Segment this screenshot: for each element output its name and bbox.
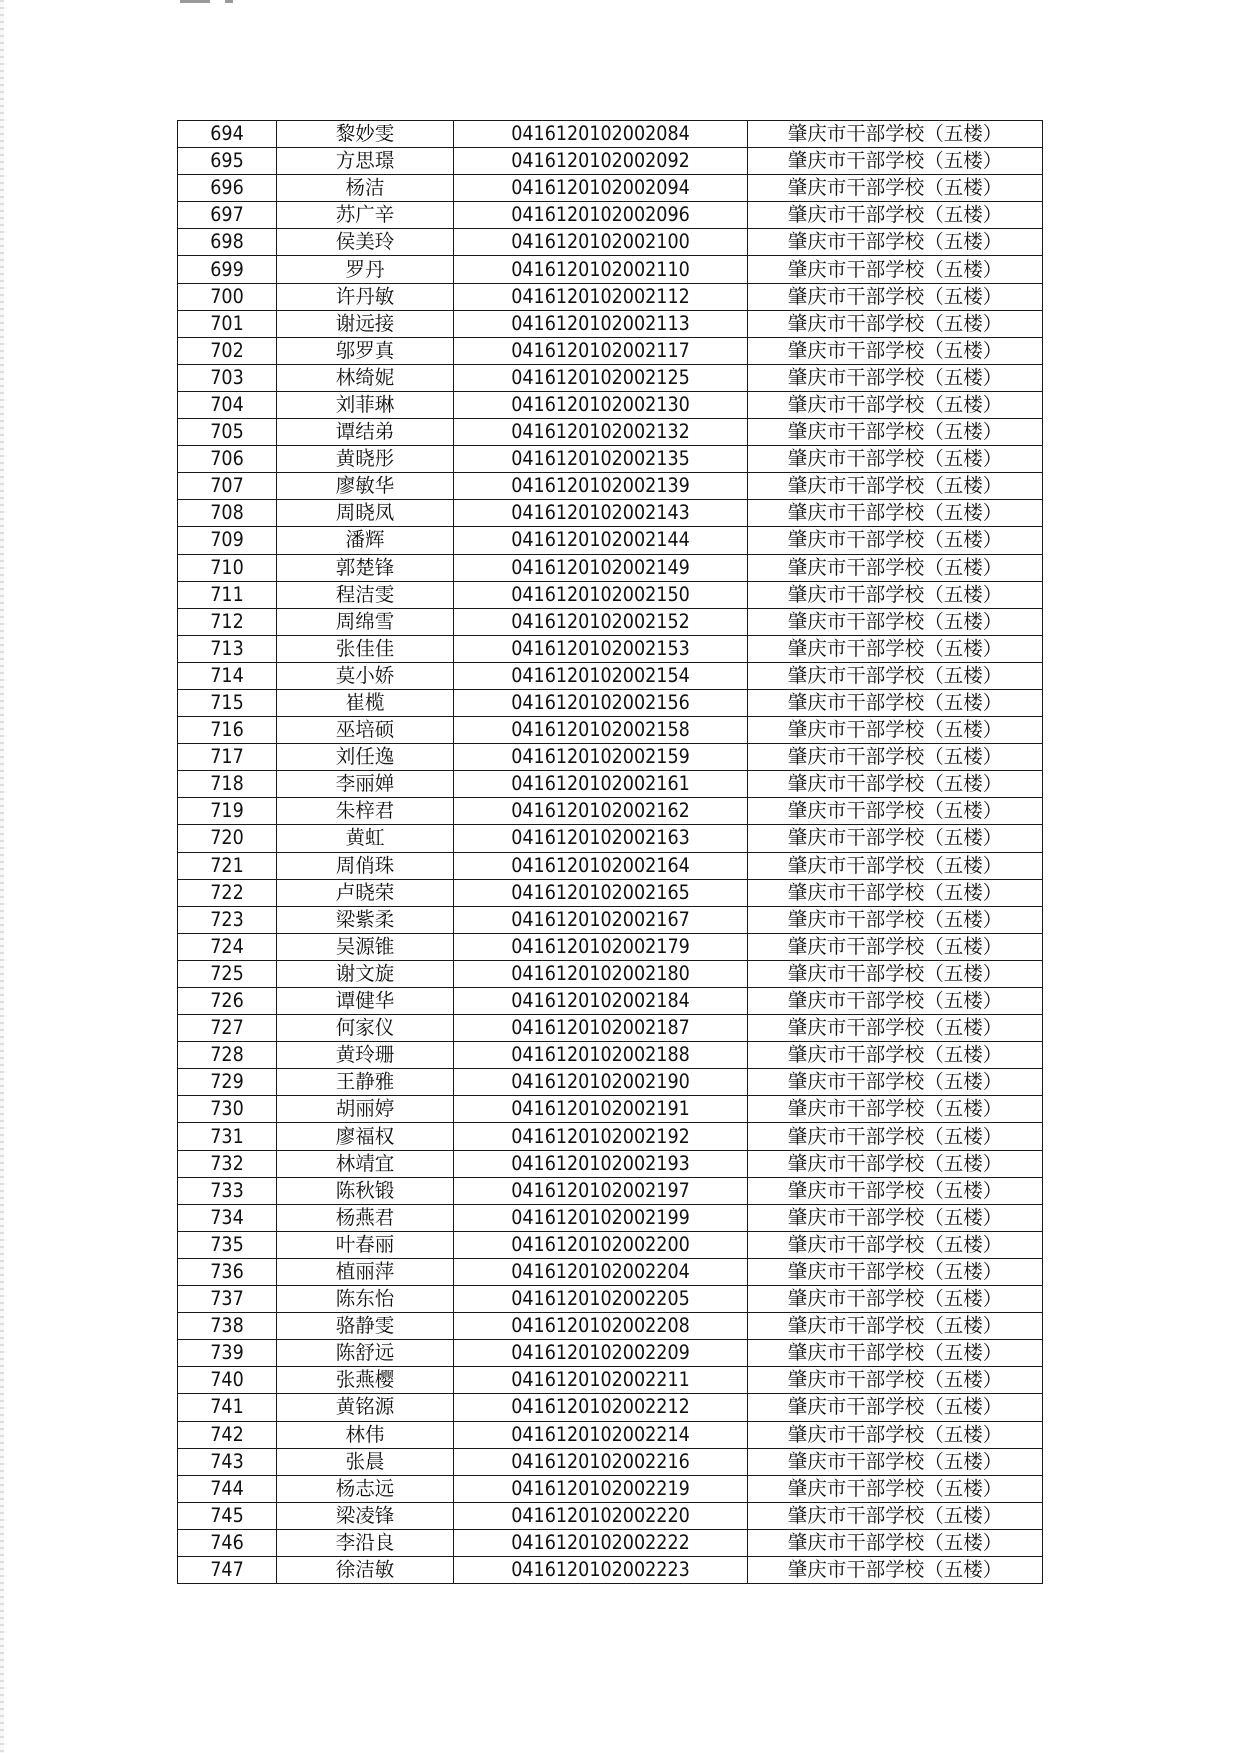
admission-ticket-number-cell: 0416120102002199 <box>454 1204 748 1231</box>
exam-site-cell: 肇庆市干部学校（五楼） <box>748 1502 1043 1529</box>
candidate-name-cell: 侯美玲 <box>277 229 454 256</box>
admission-ticket-number-cell: 0416120102002165 <box>454 879 748 906</box>
admission-ticket-number-cell: 0416120102002113 <box>454 310 748 337</box>
admission-ticket-number-cell: 0416120102002209 <box>454 1340 748 1367</box>
seat-number-cell: 718 <box>178 771 277 798</box>
candidate-name-cell: 苏广辛 <box>277 202 454 229</box>
table-row <box>178 446 1043 473</box>
table-row <box>178 1448 1043 1475</box>
table-row <box>178 988 1043 1015</box>
table-row <box>178 1258 1043 1285</box>
seat-number-cell: 703 <box>178 364 277 391</box>
exam-site-cell: 肇庆市干部学校（五楼） <box>748 744 1043 771</box>
seat-number-cell: 743 <box>178 1448 277 1475</box>
exam-site-cell: 肇庆市干部学校（五楼） <box>748 906 1043 933</box>
exam-roster-table <box>177 120 1043 1584</box>
table-row <box>178 662 1043 689</box>
table-row <box>178 1556 1043 1583</box>
candidate-name-cell: 谢远接 <box>277 310 454 337</box>
candidate-name-cell: 叶春丽 <box>277 1231 454 1258</box>
table-row <box>178 1502 1043 1529</box>
candidate-name-cell: 陈秋锻 <box>277 1177 454 1204</box>
seat-number-cell: 728 <box>178 1042 277 1069</box>
seat-number-cell: 727 <box>178 1015 277 1042</box>
exam-site-cell: 肇庆市干部学校（五楼） <box>748 608 1043 635</box>
exam-site-cell: 肇庆市干部学校（五楼） <box>748 121 1043 148</box>
candidate-name-cell: 程洁雯 <box>277 581 454 608</box>
candidate-name-cell: 王静雅 <box>277 1069 454 1096</box>
exam-site-cell: 肇庆市干部学校（五楼） <box>748 1015 1043 1042</box>
table-row <box>178 1015 1043 1042</box>
seat-number-cell: 694 <box>178 121 277 148</box>
candidate-name-cell: 刘菲琳 <box>277 391 454 418</box>
table-row <box>178 391 1043 418</box>
table-row <box>178 364 1043 391</box>
exam-site-cell: 肇庆市干部学校（五楼） <box>748 148 1043 175</box>
seat-number-cell: 730 <box>178 1096 277 1123</box>
admission-ticket-number-cell: 0416120102002208 <box>454 1313 748 1340</box>
seat-number-cell: 700 <box>178 283 277 310</box>
exam-site-cell: 肇庆市干部学校（五楼） <box>748 1123 1043 1150</box>
table-row <box>178 419 1043 446</box>
candidate-name-cell: 植丽萍 <box>277 1258 454 1285</box>
candidate-name-cell: 黄玲珊 <box>277 1042 454 1069</box>
admission-ticket-number-cell: 0416120102002153 <box>454 635 748 662</box>
exam-site-cell: 肇庆市干部学校（五楼） <box>748 635 1043 662</box>
exam-site-cell: 肇庆市干部学校（五楼） <box>748 419 1043 446</box>
table-row <box>178 256 1043 283</box>
admission-ticket-number-cell: 0416120102002204 <box>454 1258 748 1285</box>
seat-number-cell: 699 <box>178 256 277 283</box>
admission-ticket-number-cell: 0416120102002179 <box>454 933 748 960</box>
candidate-name-cell: 李丽婵 <box>277 771 454 798</box>
seat-number-cell: 706 <box>178 446 277 473</box>
table-row <box>178 744 1043 771</box>
admission-ticket-number-cell: 0416120102002223 <box>454 1556 748 1583</box>
table-row <box>178 175 1043 202</box>
seat-number-cell: 713 <box>178 635 277 662</box>
table-row <box>178 798 1043 825</box>
exam-site-cell: 肇庆市干部学校（五楼） <box>748 689 1043 716</box>
candidate-name-cell: 陈东怡 <box>277 1286 454 1313</box>
exam-site-cell: 肇庆市干部学校（五楼） <box>748 527 1043 554</box>
seat-number-cell: 729 <box>178 1069 277 1096</box>
admission-ticket-number-cell: 0416120102002110 <box>454 256 748 283</box>
table-row <box>178 337 1043 364</box>
candidate-name-cell: 梁凌锋 <box>277 1502 454 1529</box>
admission-ticket-number-cell: 0416120102002163 <box>454 825 748 852</box>
table-row <box>178 635 1043 662</box>
admission-ticket-number-cell: 0416120102002100 <box>454 229 748 256</box>
table-row <box>178 473 1043 500</box>
exam-site-cell: 肇庆市干部学校（五楼） <box>748 1394 1043 1421</box>
table-row <box>178 1394 1043 1421</box>
table-row <box>178 717 1043 744</box>
seat-number-cell: 712 <box>178 608 277 635</box>
table-row <box>178 1123 1043 1150</box>
admission-ticket-number-cell: 0416120102002220 <box>454 1502 748 1529</box>
admission-ticket-number-cell: 0416120102002164 <box>454 852 748 879</box>
table-row <box>178 310 1043 337</box>
admission-ticket-number-cell: 0416120102002188 <box>454 1042 748 1069</box>
seat-number-cell: 711 <box>178 581 277 608</box>
candidate-name-cell: 张晨 <box>277 1448 454 1475</box>
table-row <box>178 1204 1043 1231</box>
admission-ticket-number-cell: 0416120102002132 <box>454 419 748 446</box>
admission-ticket-number-cell: 0416120102002084 <box>454 121 748 148</box>
admission-ticket-number-cell: 0416120102002187 <box>454 1015 748 1042</box>
exam-site-cell: 肇庆市干部学校（五楼） <box>748 1096 1043 1123</box>
candidate-name-cell: 杨志远 <box>277 1475 454 1502</box>
candidate-name-cell: 周俏珠 <box>277 852 454 879</box>
admission-ticket-number-cell: 0416120102002130 <box>454 391 748 418</box>
exam-site-cell: 肇庆市干部学校（五楼） <box>748 175 1043 202</box>
exam-site-cell: 肇庆市干部学校（五楼） <box>748 1177 1043 1204</box>
table-row <box>178 1150 1043 1177</box>
table-row <box>178 500 1043 527</box>
seat-number-cell: 708 <box>178 500 277 527</box>
admission-ticket-number-cell: 0416120102002184 <box>454 988 748 1015</box>
exam-site-cell: 肇庆市干部学校（五楼） <box>748 391 1043 418</box>
admission-ticket-number-cell: 0416120102002200 <box>454 1231 748 1258</box>
exam-site-cell: 肇庆市干部学校（五楼） <box>748 1150 1043 1177</box>
candidate-name-cell: 崔榄 <box>277 689 454 716</box>
exam-site-cell: 肇庆市干部学校（五楼） <box>748 473 1043 500</box>
admission-ticket-number-cell: 0416120102002135 <box>454 446 748 473</box>
seat-number-cell: 701 <box>178 310 277 337</box>
exam-site-cell: 肇庆市干部学校（五楼） <box>748 1204 1043 1231</box>
admission-ticket-number-cell: 0416120102002156 <box>454 689 748 716</box>
seat-number-cell: 698 <box>178 229 277 256</box>
admission-ticket-number-cell: 0416120102002112 <box>454 283 748 310</box>
exam-site-cell: 肇庆市干部学校（五楼） <box>748 988 1043 1015</box>
exam-site-cell: 肇庆市干部学校（五楼） <box>748 771 1043 798</box>
admission-ticket-number-cell: 0416120102002222 <box>454 1529 748 1556</box>
candidate-name-cell: 巫培硕 <box>277 717 454 744</box>
seat-number-cell: 736 <box>178 1258 277 1285</box>
admission-ticket-number-cell: 0416120102002214 <box>454 1421 748 1448</box>
table-row <box>178 527 1043 554</box>
scan-edge-left <box>0 0 4 1753</box>
admission-ticket-number-cell: 0416120102002190 <box>454 1069 748 1096</box>
seat-number-cell: 715 <box>178 689 277 716</box>
seat-number-cell: 697 <box>178 202 277 229</box>
admission-ticket-number-cell: 0416120102002219 <box>454 1475 748 1502</box>
seat-number-cell: 719 <box>178 798 277 825</box>
exam-site-cell: 肇庆市干部学校（五楼） <box>748 1529 1043 1556</box>
table-row <box>178 1421 1043 1448</box>
seat-number-cell: 710 <box>178 554 277 581</box>
candidate-name-cell: 廖福权 <box>277 1123 454 1150</box>
candidate-name-cell: 谭健华 <box>277 988 454 1015</box>
exam-site-cell: 肇庆市干部学校（五楼） <box>748 1421 1043 1448</box>
candidate-name-cell: 郭楚锋 <box>277 554 454 581</box>
table-row <box>178 581 1043 608</box>
seat-number-cell: 707 <box>178 473 277 500</box>
seat-number-cell: 702 <box>178 337 277 364</box>
exam-site-cell: 肇庆市干部学校（五楼） <box>748 1286 1043 1313</box>
table-row <box>178 148 1043 175</box>
table-row <box>178 1313 1043 1340</box>
exam-site-cell: 肇庆市干部学校（五楼） <box>748 256 1043 283</box>
table-row <box>178 1096 1043 1123</box>
admission-ticket-number-cell: 0416120102002167 <box>454 906 748 933</box>
candidate-name-cell: 黄虹 <box>277 825 454 852</box>
seat-number-cell: 745 <box>178 1502 277 1529</box>
exam-site-cell: 肇庆市干部学校（五楼） <box>748 1340 1043 1367</box>
exam-site-cell: 肇庆市干部学校（五楼） <box>748 825 1043 852</box>
table-row <box>178 960 1043 987</box>
exam-site-cell: 肇庆市干部学校（五楼） <box>748 717 1043 744</box>
candidate-name-cell: 谢文旋 <box>277 960 454 987</box>
table-row <box>178 202 1043 229</box>
exam-site-cell: 肇庆市干部学校（五楼） <box>748 852 1043 879</box>
seat-number-cell: 741 <box>178 1394 277 1421</box>
seat-number-cell: 709 <box>178 527 277 554</box>
admission-ticket-number-cell: 0416120102002154 <box>454 662 748 689</box>
seat-number-cell: 705 <box>178 419 277 446</box>
candidate-name-cell: 卢晓荣 <box>277 879 454 906</box>
admission-ticket-number-cell: 0416120102002150 <box>454 581 748 608</box>
table-row <box>178 771 1043 798</box>
exam-site-cell: 肇庆市干部学校（五楼） <box>748 202 1043 229</box>
exam-site-cell: 肇庆市干部学校（五楼） <box>748 1042 1043 1069</box>
seat-number-cell: 738 <box>178 1313 277 1340</box>
admission-ticket-number-cell: 0416120102002212 <box>454 1394 748 1421</box>
admission-ticket-number-cell: 0416120102002159 <box>454 744 748 771</box>
candidate-name-cell: 何家仪 <box>277 1015 454 1042</box>
table-row <box>178 229 1043 256</box>
exam-site-cell: 肇庆市干部学校（五楼） <box>748 1475 1043 1502</box>
seat-number-cell: 696 <box>178 175 277 202</box>
exam-site-cell: 肇庆市干部学校（五楼） <box>748 1448 1043 1475</box>
admission-ticket-number-cell: 0416120102002161 <box>454 771 748 798</box>
seat-number-cell: 722 <box>178 879 277 906</box>
admission-ticket-number-cell: 0416120102002192 <box>454 1123 748 1150</box>
seat-number-cell: 731 <box>178 1123 277 1150</box>
admission-ticket-number-cell: 0416120102002152 <box>454 608 748 635</box>
table-row <box>178 852 1043 879</box>
table-row <box>178 879 1043 906</box>
candidate-name-cell: 莫小娇 <box>277 662 454 689</box>
table-row <box>178 1042 1043 1069</box>
seat-number-cell: 739 <box>178 1340 277 1367</box>
admission-ticket-number-cell: 0416120102002139 <box>454 473 748 500</box>
candidate-name-cell: 骆静雯 <box>277 1313 454 1340</box>
candidate-name-cell: 林伟 <box>277 1421 454 1448</box>
candidate-name-cell: 方思璟 <box>277 148 454 175</box>
candidate-name-cell: 胡丽婷 <box>277 1096 454 1123</box>
exam-site-cell: 肇庆市干部学校（五楼） <box>748 364 1043 391</box>
exam-site-cell: 肇庆市干部学校（五楼） <box>748 798 1043 825</box>
exam-site-cell: 肇庆市干部学校（五楼） <box>748 1069 1043 1096</box>
seat-number-cell: 720 <box>178 825 277 852</box>
seat-number-cell: 734 <box>178 1204 277 1231</box>
seat-number-cell: 723 <box>178 906 277 933</box>
candidate-name-cell: 刘任逸 <box>277 744 454 771</box>
candidate-name-cell: 罗丹 <box>277 256 454 283</box>
seat-number-cell: 717 <box>178 744 277 771</box>
candidate-name-cell: 黄晓彤 <box>277 446 454 473</box>
seat-number-cell: 735 <box>178 1231 277 1258</box>
exam-site-cell: 肇庆市干部学校（五楼） <box>748 879 1043 906</box>
seat-number-cell: 746 <box>178 1529 277 1556</box>
candidate-name-cell: 林绮妮 <box>277 364 454 391</box>
admission-ticket-number-cell: 0416120102002191 <box>454 1096 748 1123</box>
candidate-name-cell: 周晓凤 <box>277 500 454 527</box>
candidate-name-cell: 廖敏华 <box>277 473 454 500</box>
candidate-name-cell: 黎妙雯 <box>277 121 454 148</box>
exam-site-cell: 肇庆市干部学校（五楼） <box>748 933 1043 960</box>
seat-number-cell: 724 <box>178 933 277 960</box>
candidate-name-cell: 邬罗真 <box>277 337 454 364</box>
table-row <box>178 1286 1043 1313</box>
admission-ticket-number-cell: 0416120102002162 <box>454 798 748 825</box>
admission-ticket-number-cell: 0416120102002144 <box>454 527 748 554</box>
exam-site-cell: 肇庆市干部学校（五楼） <box>748 283 1043 310</box>
seat-number-cell: 721 <box>178 852 277 879</box>
table-row <box>178 1177 1043 1204</box>
candidate-name-cell: 黄铭源 <box>277 1394 454 1421</box>
table-row <box>178 689 1043 716</box>
exam-site-cell: 肇庆市干部学校（五楼） <box>748 500 1043 527</box>
candidate-name-cell: 杨燕君 <box>277 1204 454 1231</box>
candidate-name-cell: 徐洁敏 <box>277 1556 454 1583</box>
candidate-name-cell: 杨洁 <box>277 175 454 202</box>
exam-site-cell: 肇庆市干部学校（五楼） <box>748 581 1043 608</box>
candidate-name-cell: 潘辉 <box>277 527 454 554</box>
candidate-name-cell: 谭结弟 <box>277 419 454 446</box>
table-row <box>178 1529 1043 1556</box>
admission-ticket-number-cell: 0416120102002158 <box>454 717 748 744</box>
seat-number-cell: 744 <box>178 1475 277 1502</box>
seat-number-cell: 725 <box>178 960 277 987</box>
candidate-name-cell: 梁紫柔 <box>277 906 454 933</box>
exam-site-cell: 肇庆市干部学校（五楼） <box>748 1367 1043 1394</box>
exam-site-cell: 肇庆市干部学校（五楼） <box>748 960 1043 987</box>
roster-table-container <box>177 120 1041 1584</box>
seat-number-cell: 714 <box>178 662 277 689</box>
admission-ticket-number-cell: 0416120102002094 <box>454 175 748 202</box>
exam-site-cell: 肇庆市干部学校（五楼） <box>748 1231 1043 1258</box>
table-row <box>178 554 1043 581</box>
seat-number-cell: 747 <box>178 1556 277 1583</box>
admission-ticket-number-cell: 0416120102002092 <box>454 148 748 175</box>
candidate-name-cell: 张燕樱 <box>277 1367 454 1394</box>
seat-number-cell: 742 <box>178 1421 277 1448</box>
table-row <box>178 933 1043 960</box>
scan-edge-top-mark <box>225 0 233 3</box>
candidate-name-cell: 林靖宜 <box>277 1150 454 1177</box>
table-row <box>178 608 1043 635</box>
table-row <box>178 1475 1043 1502</box>
table-row <box>178 1069 1043 1096</box>
exam-site-cell: 肇庆市干部学校（五楼） <box>748 229 1043 256</box>
table-row <box>178 283 1043 310</box>
candidate-name-cell: 朱梓君 <box>277 798 454 825</box>
table-row <box>178 825 1043 852</box>
candidate-name-cell: 周绵雪 <box>277 608 454 635</box>
exam-site-cell: 肇庆市干部学校（五楼） <box>748 1258 1043 1285</box>
exam-site-cell: 肇庆市干部学校（五楼） <box>748 662 1043 689</box>
seat-number-cell: 716 <box>178 717 277 744</box>
admission-ticket-number-cell: 0416120102002125 <box>454 364 748 391</box>
candidate-name-cell: 吴源锥 <box>277 933 454 960</box>
exam-site-cell: 肇庆市干部学校（五楼） <box>748 446 1043 473</box>
admission-ticket-number-cell: 0416120102002216 <box>454 1448 748 1475</box>
admission-ticket-number-cell: 0416120102002180 <box>454 960 748 987</box>
exam-site-cell: 肇庆市干部学校（五楼） <box>748 337 1043 364</box>
exam-site-cell: 肇庆市干部学校（五楼） <box>748 554 1043 581</box>
table-row <box>178 906 1043 933</box>
admission-ticket-number-cell: 0416120102002205 <box>454 1286 748 1313</box>
exam-site-cell: 肇庆市干部学校（五楼） <box>748 310 1043 337</box>
seat-number-cell: 704 <box>178 391 277 418</box>
admission-ticket-number-cell: 0416120102002211 <box>454 1367 748 1394</box>
exam-site-cell: 肇庆市干部学校（五楼） <box>748 1313 1043 1340</box>
candidate-name-cell: 许丹敏 <box>277 283 454 310</box>
admission-ticket-number-cell: 0416120102002197 <box>454 1177 748 1204</box>
scan-edge-top-mark <box>180 0 210 3</box>
roster-table-body <box>178 121 1043 1584</box>
table-row <box>178 1340 1043 1367</box>
admission-ticket-number-cell: 0416120102002193 <box>454 1150 748 1177</box>
seat-number-cell: 695 <box>178 148 277 175</box>
table-row <box>178 1367 1043 1394</box>
admission-ticket-number-cell: 0416120102002117 <box>454 337 748 364</box>
seat-number-cell: 740 <box>178 1367 277 1394</box>
candidate-name-cell: 李沿良 <box>277 1529 454 1556</box>
candidate-name-cell: 陈舒远 <box>277 1340 454 1367</box>
admission-ticket-number-cell: 0416120102002143 <box>454 500 748 527</box>
table-row <box>178 1231 1043 1258</box>
exam-site-cell: 肇庆市干部学校（五楼） <box>748 1556 1043 1583</box>
seat-number-cell: 732 <box>178 1150 277 1177</box>
table-row <box>178 121 1043 148</box>
candidate-name-cell: 张佳佳 <box>277 635 454 662</box>
seat-number-cell: 726 <box>178 988 277 1015</box>
admission-ticket-number-cell: 0416120102002149 <box>454 554 748 581</box>
admission-ticket-number-cell: 0416120102002096 <box>454 202 748 229</box>
seat-number-cell: 737 <box>178 1286 277 1313</box>
seat-number-cell: 733 <box>178 1177 277 1204</box>
